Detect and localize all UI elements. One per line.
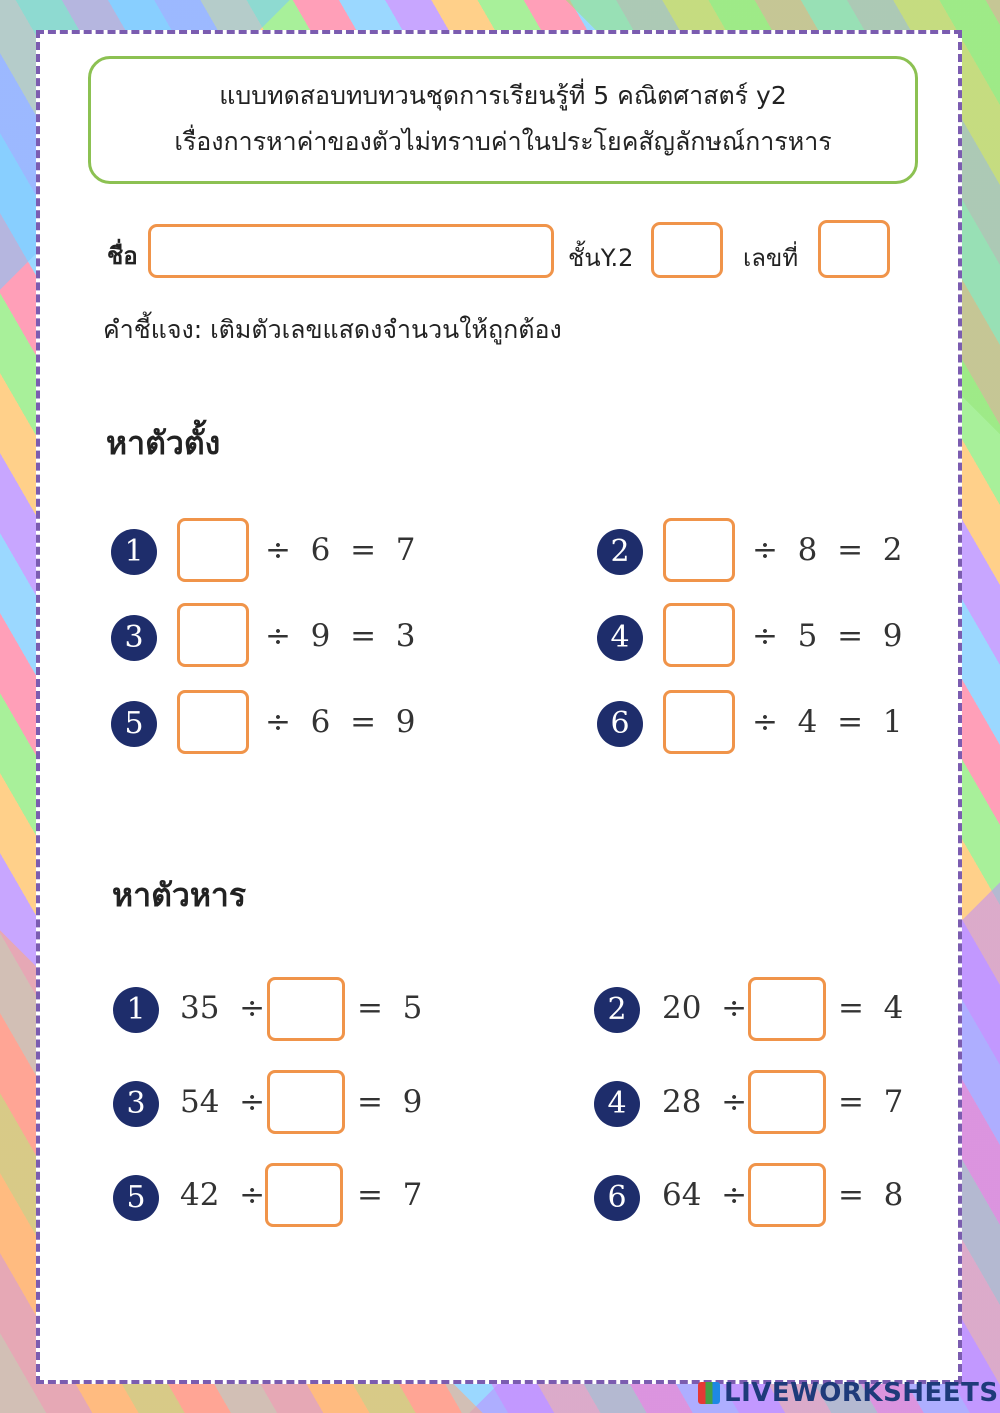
equation-tail: ÷ 6 = 7	[265, 532, 416, 568]
problem-number: 3	[111, 615, 157, 661]
section2-title: หาตัวหาร	[112, 876, 247, 914]
problem-number: 4	[597, 615, 643, 661]
problem-number: 2	[594, 987, 640, 1033]
problem-number: 5	[111, 701, 157, 747]
title-line-1: แบบทดสอบทบทวนชุดการเรียนรู้ที่ 5 คณิตศาสตร์ y2	[219, 81, 787, 110]
answer-box[interactable]	[663, 518, 735, 582]
equation-tail: = 9	[357, 1084, 423, 1120]
problem-number: 6	[594, 1175, 640, 1221]
liveworksheets-logo	[698, 1378, 999, 1408]
equation-head: 35 ÷	[180, 990, 266, 1026]
equation-tail: ÷ 9 = 3	[265, 618, 416, 654]
equation-tail: = 5	[357, 990, 423, 1026]
equation-tail: = 4	[838, 990, 904, 1026]
equation-tail: ÷ 6 = 9	[265, 704, 416, 740]
answer-box[interactable]	[663, 603, 735, 667]
name-input[interactable]	[148, 224, 554, 278]
class-label: ชั้นY.2	[568, 244, 634, 272]
equation-head: 42 ÷	[180, 1177, 266, 1213]
liveworksheets-icon	[698, 1382, 720, 1404]
answer-box[interactable]	[177, 690, 249, 754]
section1-title: หาตัวตั้ง	[106, 424, 221, 462]
answer-box[interactable]	[267, 977, 345, 1041]
problem-number: 5	[113, 1175, 159, 1221]
equation-head: 20 ÷	[662, 990, 748, 1026]
class-input[interactable]	[651, 222, 723, 278]
problem-number: 4	[594, 1081, 640, 1127]
answer-box[interactable]	[748, 1070, 826, 1134]
equation-tail: ÷ 5 = 9	[752, 618, 903, 654]
answer-box[interactable]	[265, 1163, 343, 1227]
equation-tail: ÷ 8 = 2	[752, 532, 903, 568]
equation-tail: ÷ 4 = 1	[752, 704, 903, 740]
problem-number: 6	[597, 701, 643, 747]
equation-tail: = 7	[838, 1084, 904, 1120]
number-input[interactable]	[818, 220, 890, 278]
answer-box[interactable]	[177, 518, 249, 582]
equation-head: 28 ÷	[662, 1084, 748, 1120]
problem-number: 2	[597, 529, 643, 575]
equation-head: 64 ÷	[662, 1177, 748, 1213]
problem-number: 1	[111, 529, 157, 575]
equation-head: 54 ÷	[180, 1084, 266, 1120]
problem-number: 3	[113, 1081, 159, 1127]
equation-tail: = 7	[357, 1177, 423, 1213]
answer-box[interactable]	[177, 603, 249, 667]
logo-text: LIVEWORKSHEETS	[724, 1378, 999, 1408]
answer-box[interactable]	[748, 977, 826, 1041]
answer-box[interactable]	[267, 1070, 345, 1134]
problem-number: 1	[113, 987, 159, 1033]
answer-box[interactable]	[748, 1163, 826, 1227]
answer-box[interactable]	[663, 690, 735, 754]
name-label: ชื่อ	[107, 242, 138, 270]
title-box	[88, 56, 918, 184]
number-label: เลขที่	[743, 244, 799, 272]
title-line-2: เรื่องการหาค่าของตัวไม่ทราบค่าในประโยคสัญลักษณ์การหาร	[174, 127, 832, 156]
instructions: คำชี้แจง: เติมตัวเลขแสดงจำนวนให้ถูกต้อง	[103, 315, 562, 344]
equation-tail: = 8	[838, 1177, 904, 1213]
